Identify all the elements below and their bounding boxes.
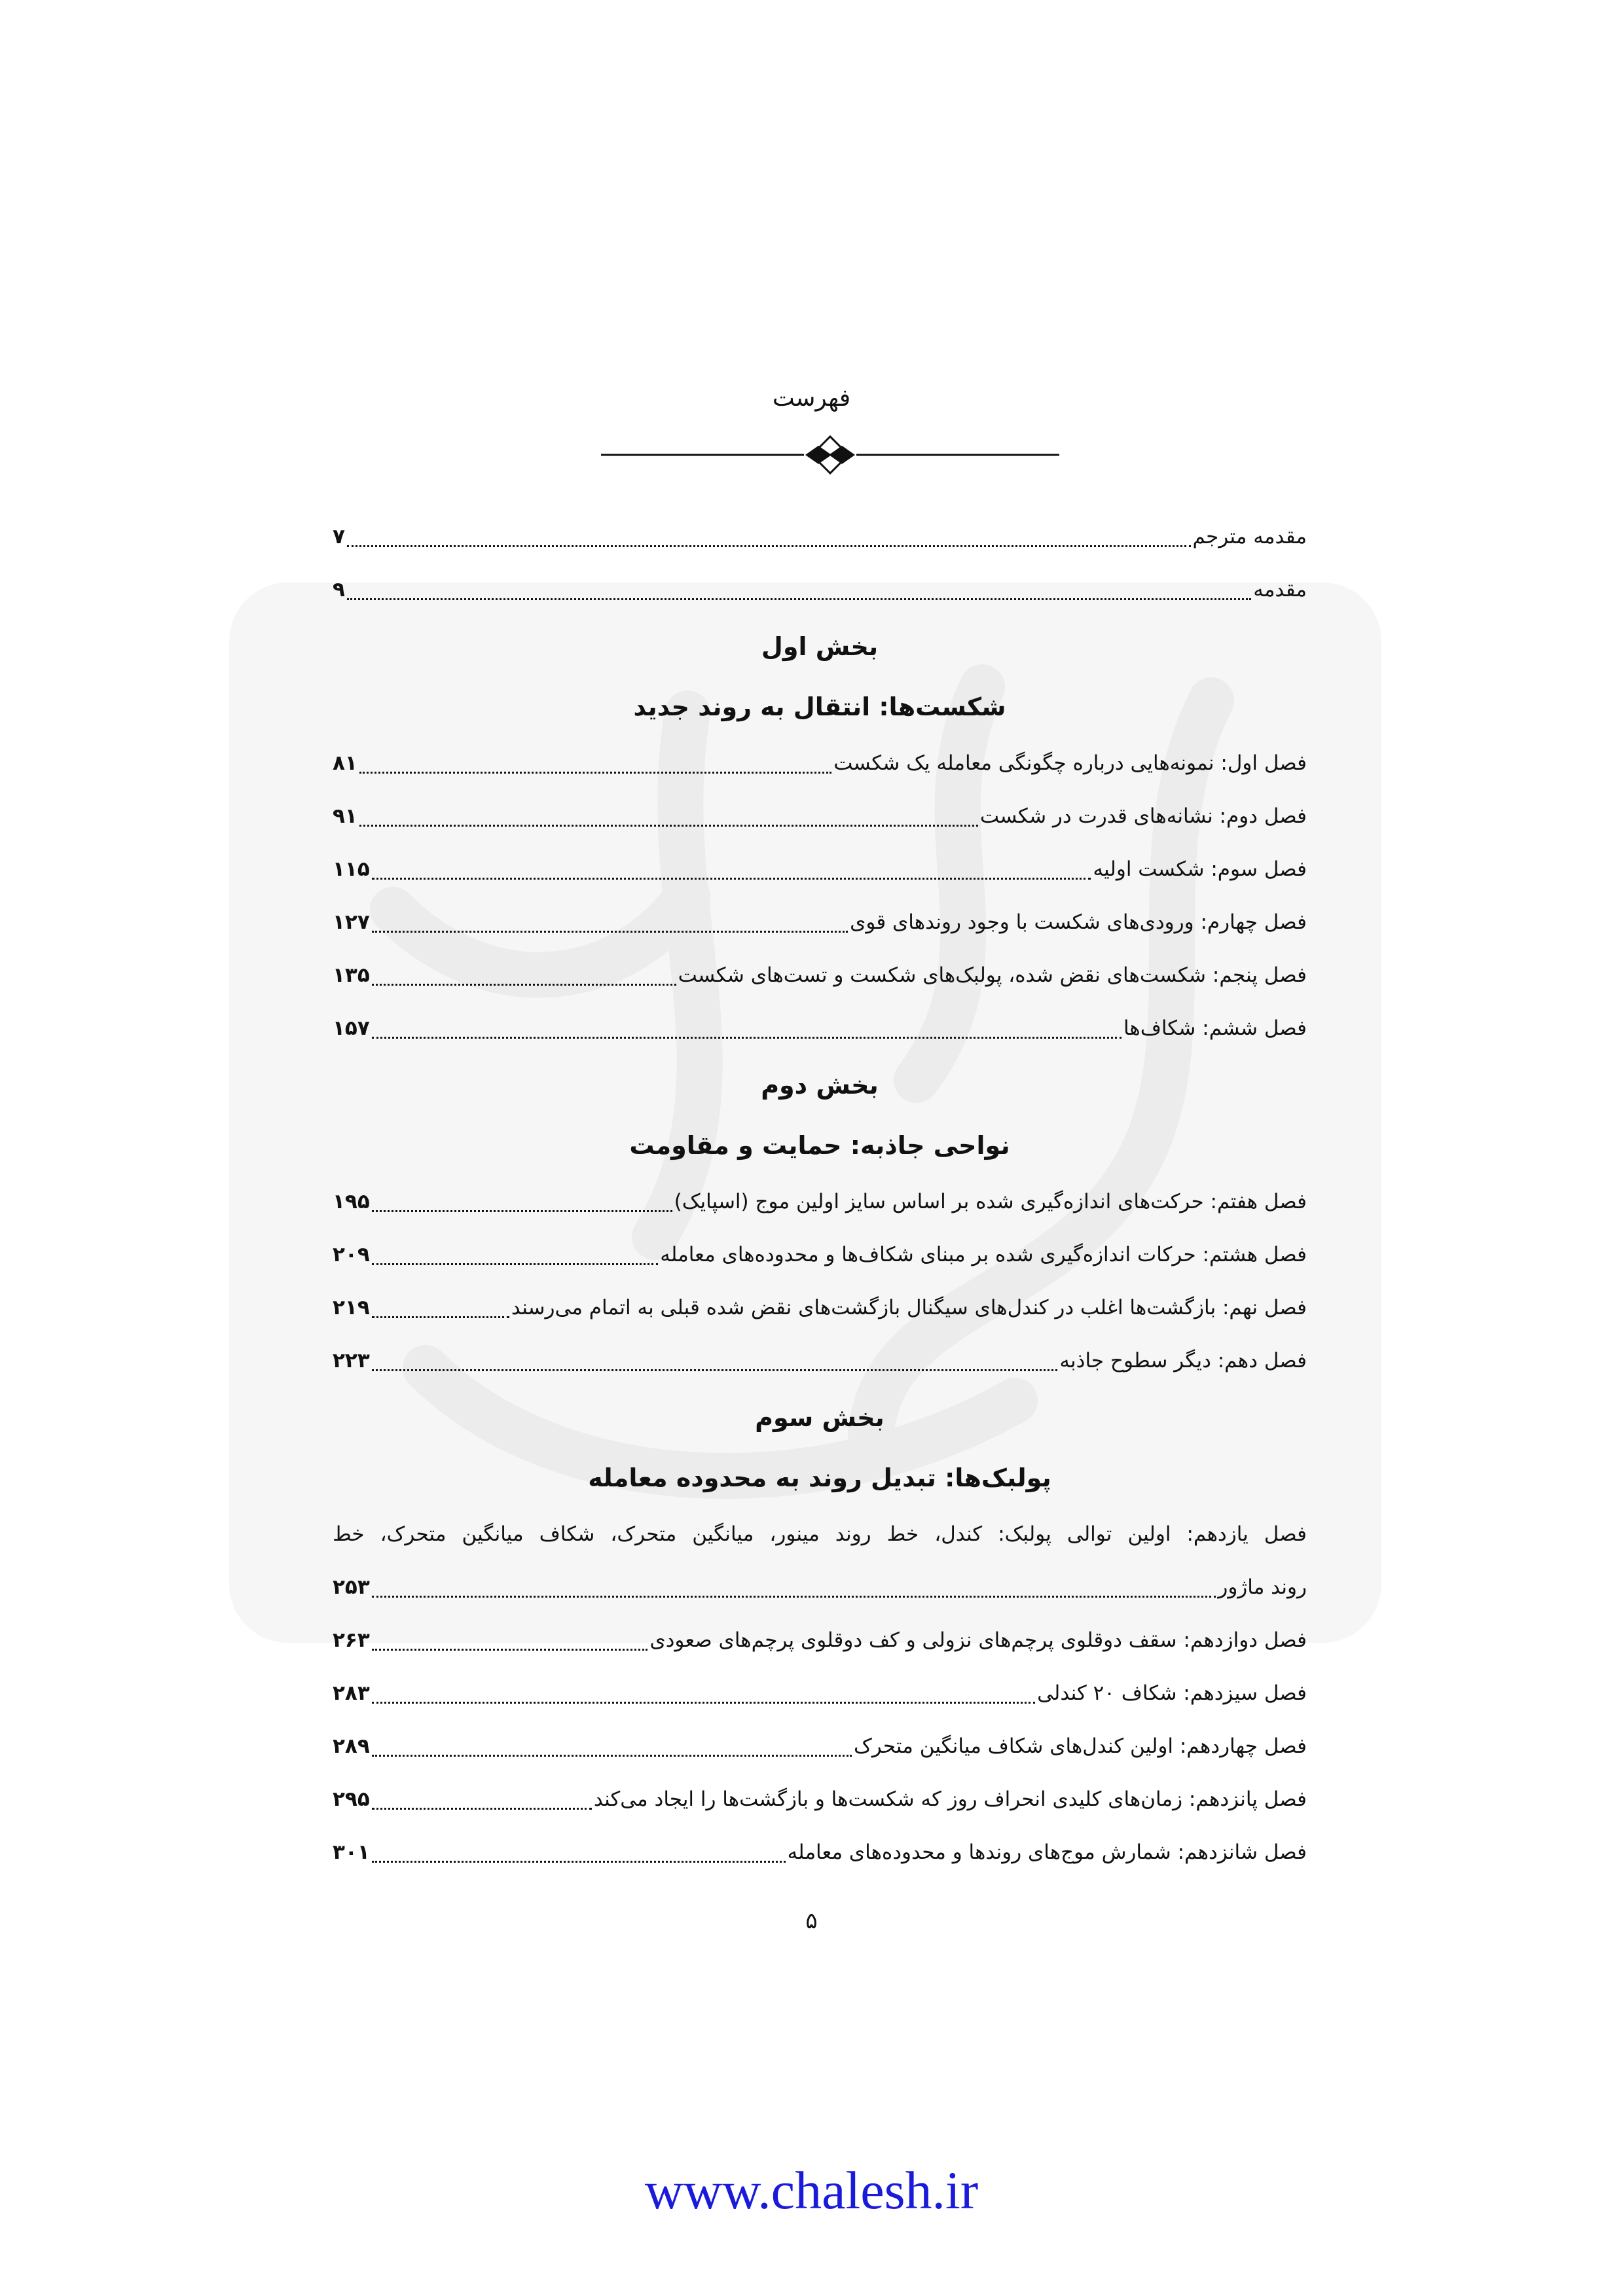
toc-entry-title: روند ماژور bbox=[1218, 1575, 1307, 1599]
toc-entry-title: فصل هفتم: حرکت‌های اندازه‌گیری شده بر اساس سایز اولین موج (اسپایک) bbox=[674, 1190, 1307, 1213]
toc-entry-title: مقدمه مترجم bbox=[1192, 525, 1307, 548]
toc-entry-page: ۱۹۵ bbox=[333, 1190, 370, 1213]
toc-entry[interactable] bbox=[333, 790, 1307, 843]
toc-entry-page: ۱۱۵ bbox=[333, 857, 370, 881]
toc-entry[interactable] bbox=[333, 1667, 1307, 1720]
toc-entry-title: فصل دهم: دیگر سطوح جاذبه bbox=[1059, 1349, 1307, 1372]
toc-entry[interactable] bbox=[333, 1175, 1307, 1229]
toc-entry-title: فصل ششم: شکاف‌ها bbox=[1123, 1016, 1307, 1040]
toc-entry[interactable] bbox=[333, 564, 1307, 617]
part-subtitle: پولبک‌ها: تبدیل روند به محدوده معامله bbox=[588, 1463, 1051, 1492]
toc-entry[interactable] bbox=[333, 896, 1307, 949]
toc-entry-page: ۲۵۳ bbox=[333, 1575, 370, 1599]
leader-dots bbox=[372, 931, 848, 933]
toc-entry-title: فصل سیزدهم: شکاف ۲۰ کندلی bbox=[1037, 1681, 1307, 1705]
toc-entry[interactable] bbox=[333, 1002, 1307, 1055]
toc-entry[interactable] bbox=[333, 1720, 1307, 1773]
leader-dots bbox=[372, 984, 676, 986]
leader-dots bbox=[372, 1596, 1216, 1598]
leader-dots bbox=[372, 1861, 786, 1863]
leader-dots bbox=[372, 1649, 648, 1651]
leader-dots bbox=[347, 598, 1251, 600]
toc-entry-page: ۳۰۱ bbox=[333, 1840, 370, 1864]
toc-entry[interactable] bbox=[333, 1335, 1307, 1388]
toc-entry-title: فصل دوم: نشانه‌های قدرت در شکست bbox=[979, 804, 1307, 828]
toc-entry-page: ۲۶۳ bbox=[333, 1628, 370, 1652]
leader-dots bbox=[359, 772, 831, 774]
toc-entry-title: فصل شانزدهم: شمارش موج‌های روندها و محدوده‌های معامله bbox=[787, 1840, 1307, 1864]
toc-entry-title: فصل پانزدهم: زمان‌های کلیدی انحراف روز که شکست‌ها و بازگشت‌ها را ایجاد می‌کند bbox=[593, 1787, 1307, 1811]
toc-entry-title: فصل یازدهم: اولین توالی پولبک: کندل، خط روند مینور، میانگین متحرک، شکاف میانگین متحرک، خط bbox=[333, 1522, 1307, 1546]
title-ornament-icon bbox=[601, 429, 1059, 481]
toc-entry-page: ۱۳۵ bbox=[333, 963, 370, 987]
toc-entry[interactable] bbox=[333, 1826, 1307, 1879]
toc-entry-title: فصل نهم: بازگشت‌ها اغلب در کندل‌های سیگنال بازگشت‌های نقض شده قبلی به اتمام می‌رسند bbox=[511, 1296, 1307, 1319]
toc-entry-page: ۲۰۹ bbox=[333, 1243, 370, 1266]
toc-entry[interactable] bbox=[333, 1773, 1307, 1826]
toc-entry[interactable] bbox=[333, 1561, 1307, 1614]
toc-entry-page: ۸۱ bbox=[333, 751, 357, 775]
part-subtitle: نواحی جاذبه: حمایت و مقاومت bbox=[629, 1131, 1010, 1160]
toc-entry[interactable] bbox=[333, 949, 1307, 1002]
leader-dots bbox=[372, 1808, 592, 1810]
leader-dots bbox=[372, 1316, 509, 1318]
leader-dots bbox=[372, 1037, 1122, 1039]
toc-entry-page: ۲۹۵ bbox=[333, 1787, 370, 1811]
toc-entry-page: ۲۸۳ bbox=[333, 1681, 370, 1705]
page-number: ۵ bbox=[805, 1908, 818, 1934]
leader-dots bbox=[372, 878, 1091, 880]
toc-entry-page: ۱۲۷ bbox=[333, 910, 370, 934]
toc-entry[interactable] bbox=[333, 1282, 1307, 1335]
toc-entry-title: فصل چهاردهم: اولین کندل‌های شکاف میانگین متحرک bbox=[854, 1734, 1307, 1758]
leader-dots bbox=[372, 1755, 852, 1757]
toc-entry-page: ۱۵۷ bbox=[333, 1016, 370, 1040]
part-heading: بخش دوم bbox=[761, 1071, 879, 1100]
toc-entry-title: فصل چهارم: ورودی‌های شکست با وجود روندهای قوی bbox=[850, 910, 1307, 934]
toc-entry-page: ۲۱۹ bbox=[333, 1296, 370, 1319]
website-link[interactable]: www.chalesh.ir bbox=[644, 2161, 979, 2220]
toc-entry[interactable] bbox=[333, 1614, 1307, 1667]
toc-entry-title: مقدمه bbox=[1253, 578, 1307, 601]
toc-entry-title: فصل دوازدهم: سقف دوقلوی پرچم‌های نزولی و کف دوقلوی پرچم‌های صعودی bbox=[649, 1628, 1307, 1652]
leader-dots bbox=[372, 1702, 1035, 1704]
toc-entry-title: فصل پنجم: شکست‌های نقض شده، پولبک‌های شکست و تست‌های شکست bbox=[678, 963, 1307, 987]
toc-entry-title: فصل هشتم: حرکات اندازه‌گیری شده بر مبنای شکاف‌ها و محدوده‌های معامله bbox=[660, 1243, 1307, 1266]
toc-entry[interactable] bbox=[333, 737, 1307, 790]
toc-entry[interactable] bbox=[333, 843, 1307, 896]
leader-dots bbox=[347, 545, 1191, 547]
toc-entry[interactable] bbox=[333, 1229, 1307, 1282]
table-of-contents bbox=[333, 511, 1307, 1879]
toc-entry-page: ۲۲۳ bbox=[333, 1349, 370, 1372]
toc-entry-page: ۲۸۹ bbox=[333, 1734, 370, 1758]
page-title: فهرست bbox=[772, 385, 851, 412]
toc-entry-page: ۷ bbox=[333, 525, 345, 548]
leader-dots bbox=[372, 1210, 672, 1212]
toc-entry-title: فصل سوم: شکست اولیه bbox=[1093, 857, 1307, 881]
toc-entry-page: ۹ bbox=[333, 578, 345, 601]
part-heading: بخش سوم bbox=[755, 1403, 884, 1432]
toc-entry-title: فصل اول: نمونه‌هایی درباره چگونگی معامله یک شکست bbox=[833, 751, 1307, 775]
toc-entry[interactable] bbox=[333, 511, 1307, 564]
part-heading: بخش اول bbox=[761, 632, 879, 661]
leader-dots bbox=[372, 1263, 658, 1265]
leader-dots bbox=[359, 825, 978, 827]
toc-entry-line[interactable] bbox=[333, 1508, 1307, 1561]
part-subtitle: شکست‌ها: انتقال به روند جدید bbox=[633, 692, 1006, 721]
leader-dots bbox=[372, 1369, 1058, 1371]
toc-entry-page: ۹۱ bbox=[333, 804, 357, 828]
